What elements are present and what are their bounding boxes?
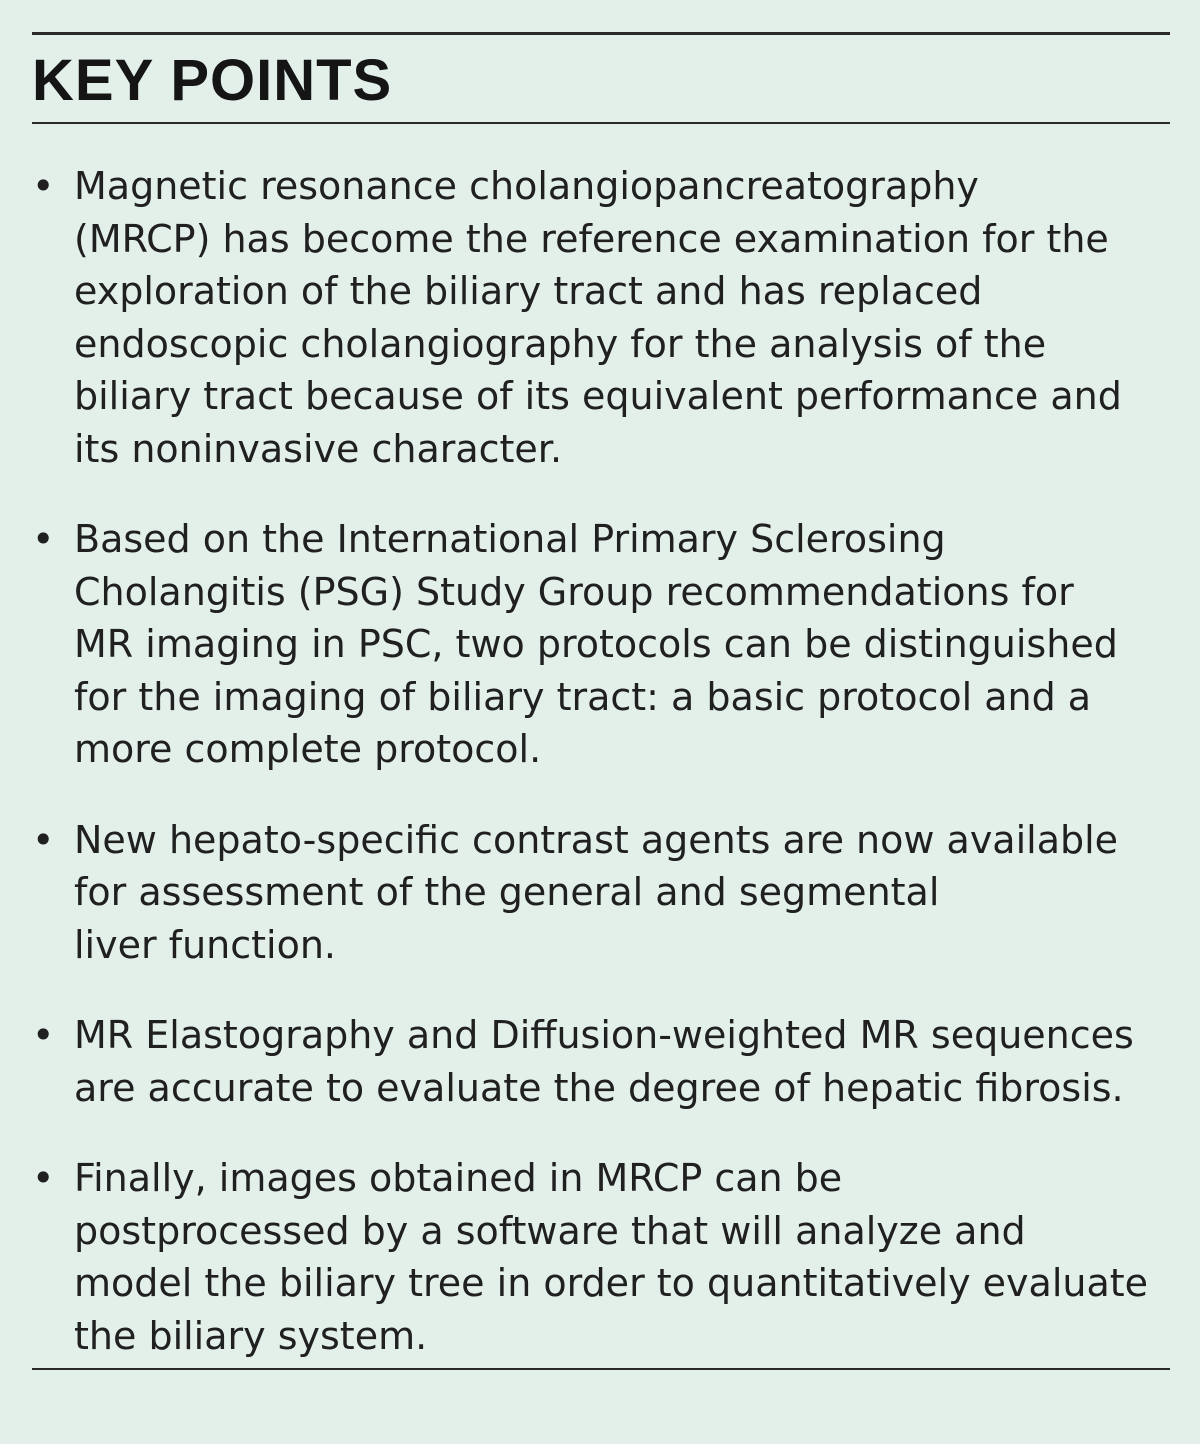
bullet-icon: • <box>32 517 55 561</box>
bullet-icon: • <box>32 1013 55 1057</box>
key-point-line: Cholangitis (PSG) Study Group recommendations for <box>74 569 1074 614</box>
key-point-line: MR Elastography and Diffusion-weighted MR sequences <box>74 1013 1134 1057</box>
key-points-list <box>32 160 1170 1400</box>
key-point-item <box>32 513 1170 776</box>
bottom-rule <box>32 1368 1170 1370</box>
bullet-icon: • <box>32 817 55 862</box>
key-point-line: for assessment of the general and segmental <box>74 870 940 914</box>
bullet-icon: • <box>32 1156 55 1200</box>
key-point-line: Finally, images obtained in MRCP can be <box>74 1156 843 1200</box>
key-point-line: (MRCP) has become the reference examination for the <box>74 216 1109 261</box>
key-point-line: model the biliary tree in order to quantitatively evaluate <box>74 1261 1149 1305</box>
heading-rule <box>32 122 1170 124</box>
bullet-icon: • <box>32 164 55 208</box>
key-point-line: for the imaging of biliary tract: a basic protocol and a <box>74 674 1092 719</box>
key-point-item <box>32 1009 1170 1114</box>
key-point-line: more complete protocol. <box>74 727 542 771</box>
key-point-line: exploration of the biliary tract and has replaced <box>74 269 983 313</box>
key-point-item <box>32 160 1170 475</box>
key-points-heading: KEY POINTS <box>32 48 393 113</box>
key-point-line: postprocessed by a software that will analyze and <box>74 1208 1026 1253</box>
key-point-line: New hepato-specific contrast agents are now available <box>74 817 1119 862</box>
key-points-box <box>32 0 1170 1444</box>
key-point-line: its noninvasive character. <box>74 426 563 471</box>
key-point-line: Magnetic resonance cholangiopancreatography <box>74 164 979 208</box>
key-point-line: liver function. <box>74 922 336 967</box>
key-point-line: biliary tract because of its equivalent performance and <box>74 374 1122 418</box>
key-point-line: endoscopic cholangiography for the analysis of the <box>74 321 1047 366</box>
key-point-line: are accurate to evaluate the degree of hepatic fibrosis. <box>74 1065 1124 1110</box>
top-rule <box>32 32 1170 35</box>
key-point-line: Based on the International Primary Sclerosing <box>74 517 946 561</box>
key-point-line: the biliary system. <box>74 1313 428 1358</box>
key-point-item <box>32 1152 1170 1362</box>
key-point-item <box>32 814 1170 972</box>
key-point-line: MR imaging in PSC, two protocols can be distinguished <box>74 622 1118 666</box>
